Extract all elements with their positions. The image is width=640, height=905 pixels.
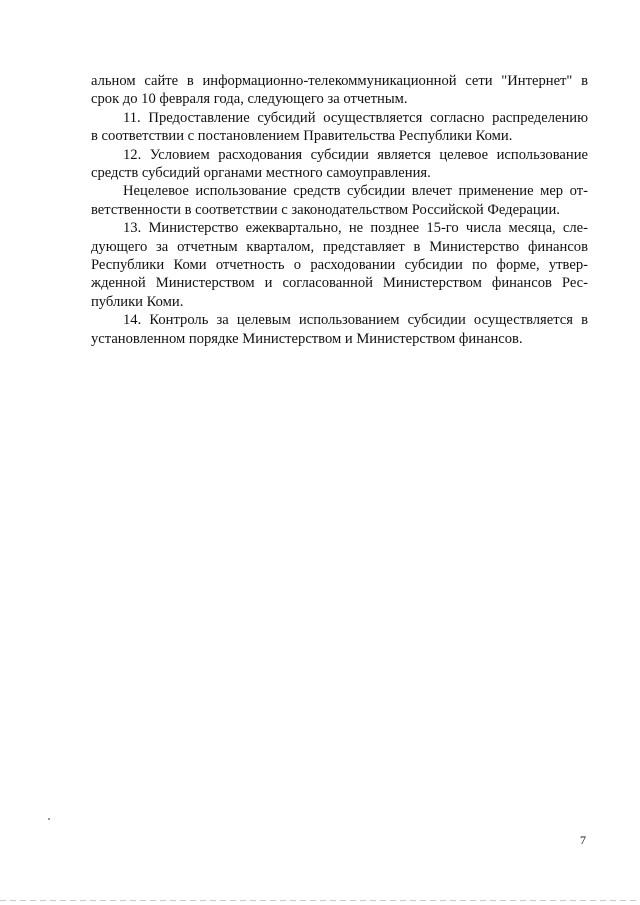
paragraph-11-subsidy-provision — [91, 109, 588, 146]
text-line: Республики Коми отчетность о расходовании субсидии по форме, утвер- — [91, 257, 588, 274]
text-line: 13. Министерство ежеквартально, не позднее 15-го числа месяца, сле- — [123, 220, 588, 237]
text-line: дующего за отчетным кварталом, представляет в Министерство финансов — [91, 238, 588, 255]
text-line: в соответствии с постановлением Правительства Республики Коми. — [91, 128, 513, 145]
text-line: средств субсидий органами местного самоуправления. — [91, 165, 431, 182]
document-body — [91, 72, 588, 348]
page-number: 7 — [580, 833, 586, 847]
text-line: альном сайте в информационно-телекоммуникационной сети "Интернет" в — [91, 73, 588, 89]
text-line: Нецелевое использование средств субсидии влечет применение мер от- — [123, 183, 588, 200]
scan-speck — [48, 818, 50, 820]
text-line: 12. Условием расходования субсидии является целевое использование — [123, 146, 588, 163]
text-line: срок до 10 февраля года, следующего за отчетным. — [91, 91, 408, 108]
text-line: установленном порядке Министерством и Министерством финансов. — [91, 330, 523, 347]
paragraph-12-subsidy-condition — [91, 146, 588, 183]
scan-edge-line — [0, 900, 640, 901]
text-line: публики Коми. — [91, 293, 184, 310]
paragraph-14-control — [91, 311, 588, 348]
text-line: ветственности в соответствии с законодательством Российской Федерации. — [91, 201, 560, 218]
paragraph-13-quarterly-report — [91, 219, 588, 311]
text-line: 11. Предоставление субсидий осуществляется согласно распределению — [123, 109, 588, 126]
paragraph-internet-publication — [91, 72, 588, 109]
text-line: 14. Контроль за целевым использованием субсидии осуществляется в — [123, 312, 588, 329]
paragraph-misuse-liability — [91, 182, 588, 219]
text-line: жденной Министерством и согласованной Министерством финансов Рес- — [91, 275, 588, 292]
